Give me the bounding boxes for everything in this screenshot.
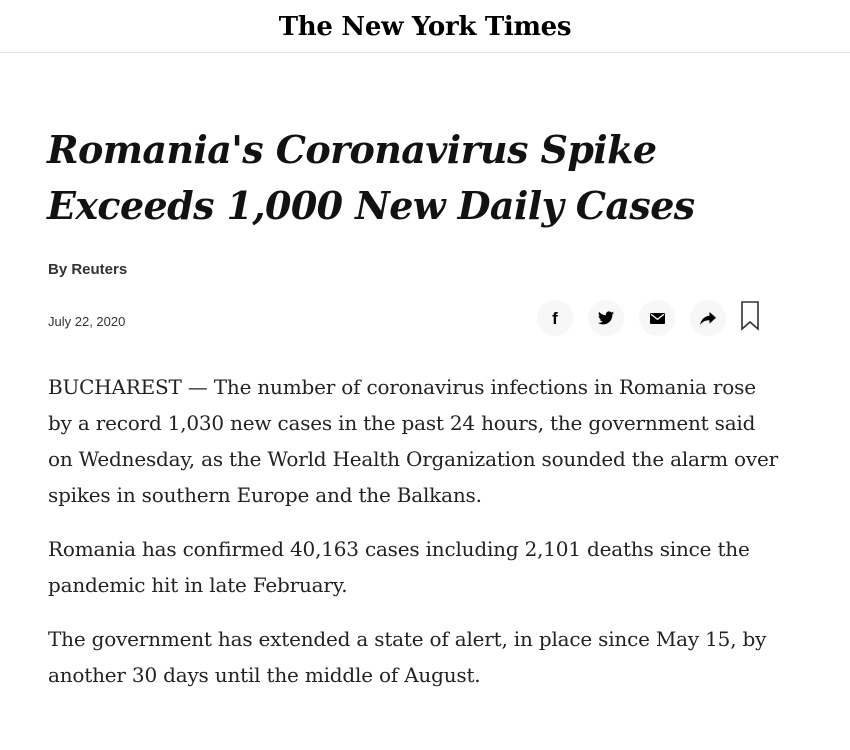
more-share-button[interactable]: [690, 300, 726, 336]
facebook-share-button[interactable]: [537, 300, 573, 336]
email-icon: [650, 313, 665, 324]
share-icon: [700, 312, 716, 325]
bookmark-icon: [740, 301, 760, 335]
article-paragraph: Romania has confirmed 40,163 cases including 2,101 deaths since the pandemic hit in late February.: [48, 537, 750, 597]
save-bookmark-button[interactable]: [739, 302, 761, 334]
masthead: [0, 0, 850, 53]
byline: By Reuters: [48, 261, 128, 278]
article-paragraph: The government has extended a state of alert, in place since May 15, by another 30 days until the middle of August.: [48, 627, 767, 687]
article-headline: Romania's Coronavirus Spike Exceeds 1,000 New Daily Cases: [47, 127, 695, 228]
article-body: [48, 369, 778, 711]
email-share-button[interactable]: [639, 300, 675, 336]
share-toolbar: [537, 298, 761, 338]
publish-date: July 22, 2020: [48, 314, 126, 329]
article-paragraph: BUCHAREST — The number of coronavirus infections in Romania rose by a record 1,030 new cases in the past 24 hours, the government said on Wednesday, as the World Health Organization sounded the alarm over spikes in southern Europe and the Balkans.: [48, 375, 778, 507]
nyt-logo[interactable]: The New York Times: [278, 12, 572, 42]
twitter-icon: [598, 311, 614, 325]
facebook-icon: f: [552, 308, 558, 328]
twitter-share-button[interactable]: [588, 300, 624, 336]
